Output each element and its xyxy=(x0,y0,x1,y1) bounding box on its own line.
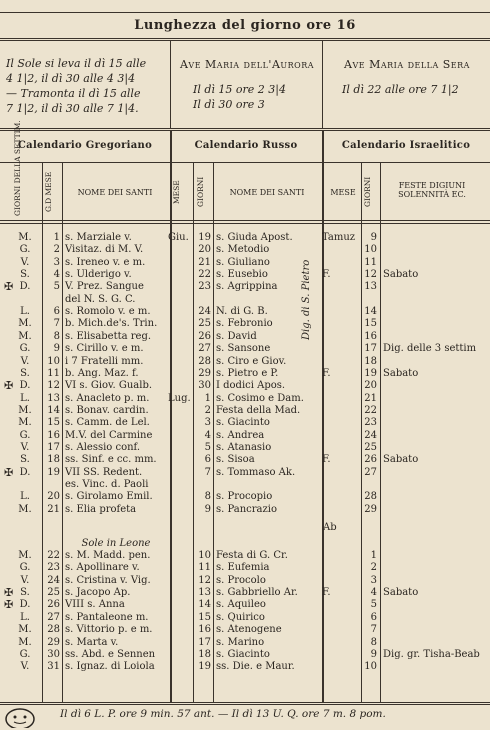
day: 29 xyxy=(47,636,60,648)
day: 11 xyxy=(47,367,60,379)
table-row xyxy=(0,637,490,649)
weekday: D. xyxy=(19,380,31,392)
russian-saint: s. Cosimo e Dam. xyxy=(216,392,304,404)
table-row xyxy=(0,442,490,454)
weekday: M. xyxy=(18,232,32,243)
weekday: L. xyxy=(20,491,30,503)
day: 2 xyxy=(53,244,60,256)
saint: s. Girolamo Emil. xyxy=(65,491,153,503)
jewish-day: 14 xyxy=(364,306,377,318)
russian-day: 19 xyxy=(198,661,211,673)
table-row xyxy=(0,368,490,380)
day: 30 xyxy=(47,648,60,660)
weekday: V. xyxy=(20,256,30,268)
sera-title: Ave Maria della Sera xyxy=(344,58,470,71)
jewish-day: 21 xyxy=(364,392,377,404)
table-row xyxy=(0,491,490,503)
jewish-mark: Tamuz xyxy=(322,232,356,243)
russian-saint: s. Pietro e P. xyxy=(216,367,279,379)
weekday: M. xyxy=(18,624,32,636)
calendario-israelitico: Calendario Israelitico xyxy=(341,140,471,151)
russian-day: 10 xyxy=(198,550,211,562)
table-row xyxy=(0,281,490,293)
saint: s. Camm. de Lel. xyxy=(65,417,150,429)
russian-saint: I dodici Apos. xyxy=(216,380,286,392)
day: 17 xyxy=(47,441,60,453)
day: 10 xyxy=(47,355,60,367)
jewish-mark: F. xyxy=(322,269,331,281)
saint: s. Elia profeta xyxy=(65,503,137,515)
jewish-day: 4 xyxy=(370,587,377,599)
table-row xyxy=(0,661,490,673)
table-row xyxy=(0,244,490,256)
russian-day: 14 xyxy=(198,599,211,611)
feast: Sabato xyxy=(383,367,419,379)
divider xyxy=(322,40,323,128)
table-row xyxy=(0,318,490,330)
calendario-russo: Calendario Russo xyxy=(194,140,298,151)
russian-saint: s. Sansone xyxy=(216,343,271,355)
jewish-day: 19 xyxy=(364,367,377,379)
weekday: M. xyxy=(18,318,32,330)
weekday: M. xyxy=(18,636,32,648)
saint: s. Apollinare v. xyxy=(65,562,140,574)
russian-month: Lug. xyxy=(168,392,191,404)
weekday: G. xyxy=(19,343,31,355)
russian-day: 11 xyxy=(198,562,211,574)
day: 1 xyxy=(53,232,60,243)
table-row xyxy=(0,232,490,244)
table-row xyxy=(0,356,490,368)
weekday: V. xyxy=(20,441,30,453)
feast: Sabato xyxy=(383,269,419,281)
jewish-day: 17 xyxy=(364,343,377,355)
day: 16 xyxy=(47,429,60,441)
saint: del N. S. G. C. xyxy=(65,293,136,305)
russian-day: 1 xyxy=(204,392,211,404)
table-row xyxy=(0,587,490,599)
saint: s. Bonav. cardin. xyxy=(65,404,149,416)
table-row xyxy=(0,269,490,281)
russian-day: 18 xyxy=(198,648,211,660)
jewish-day: 3 xyxy=(370,574,377,586)
jewish-day: 23 xyxy=(364,417,377,429)
russian-saint: s. Giacinto xyxy=(216,648,270,660)
russian-saint: s. Marino xyxy=(216,636,265,648)
saint: ss. Abd. e Sennen xyxy=(65,648,156,660)
day: 6 xyxy=(53,306,60,318)
russian-saint: s. Quirico xyxy=(216,611,265,623)
sole-in-leone: Sole in Leone xyxy=(81,538,151,549)
day: 23 xyxy=(47,562,60,574)
table-row xyxy=(0,624,490,636)
jewish-day: 13 xyxy=(364,281,377,293)
russian-saint: s. Sisoa xyxy=(216,454,255,466)
saint: s. Ulderigo v. xyxy=(65,269,132,281)
jewish-mark: F. xyxy=(322,587,331,599)
day: 20 xyxy=(47,491,60,503)
feast: Sabato xyxy=(383,587,419,599)
footer-text: Il dì 6 L. P. ore 9 min. 57 ant. — Il dì 13 U. Q. ore 7 m. 8 pom. xyxy=(60,708,386,720)
day: 27 xyxy=(47,611,60,623)
day: 7 xyxy=(53,318,60,330)
saint: s. Cristina v. Vig. xyxy=(65,574,151,586)
cross-icon: ✠ xyxy=(4,586,14,600)
weekday: V. xyxy=(20,661,30,673)
day: 14 xyxy=(47,404,60,416)
russian-day: 25 xyxy=(198,318,211,330)
russian-saint: s. Procopio xyxy=(216,491,273,503)
day: 13 xyxy=(47,392,60,404)
jewish-day: 2 xyxy=(370,562,377,574)
weekday: S. xyxy=(20,454,30,466)
jewish-day: 22 xyxy=(364,404,377,416)
saint: s. Romolo v. e m. xyxy=(65,306,151,318)
table-row xyxy=(0,294,490,306)
saint: s. Cirillo v. e m. xyxy=(65,343,144,355)
weekday: D. xyxy=(19,466,31,478)
saint: s. Elisabetta reg. xyxy=(65,330,152,342)
russian-saint: s. Giacinto xyxy=(216,417,270,429)
saint: s. Ignaz. di Loiola xyxy=(65,661,155,673)
jewish-day: 27 xyxy=(364,466,377,478)
jewish-day: 25 xyxy=(364,441,377,453)
weekday: S. xyxy=(20,269,30,281)
russian-day: 20 xyxy=(198,244,211,256)
saint: VI s. Giov. Gualb. xyxy=(65,380,153,392)
table-row xyxy=(0,380,490,392)
russian-saint: s. Eufemia xyxy=(216,562,270,574)
weekday: S. xyxy=(20,367,30,379)
jewish-day: 12 xyxy=(364,269,377,281)
weekday: D. xyxy=(19,281,31,293)
saint: s. Ireneo v. e m. xyxy=(65,256,146,268)
day: 21 xyxy=(47,503,60,515)
weekday: M. xyxy=(18,404,32,416)
ab-month-label: Ab xyxy=(323,522,337,533)
table-row xyxy=(0,405,490,417)
russian-saint: s. Atenogene xyxy=(216,624,282,636)
sunrise-text: Il Sole si leva il dì 15 alle 4 1|2, il dì 30 alle 4 3|4 — Tramonta il dì 15 alle 7 1|2, il dì 30 alle 7 1|4. xyxy=(6,57,147,115)
col-nome-santi-russo: NOME DEI SANTI xyxy=(229,188,305,197)
russian-day: 26 xyxy=(198,330,211,342)
saint: VII SS. Redent. xyxy=(65,466,143,478)
russian-saint: s. Eusebio xyxy=(216,269,268,281)
jewish-day: 1 xyxy=(370,550,377,562)
rule xyxy=(0,220,490,221)
jewish-day: 7 xyxy=(370,624,377,636)
cross-icon: ✠ xyxy=(4,280,14,294)
russian-day: 2 xyxy=(204,404,211,416)
jewish-day: 11 xyxy=(364,256,377,268)
weekday: G. xyxy=(19,244,31,256)
day: 31 xyxy=(47,661,60,673)
saint: s. Vittorio p. e m. xyxy=(65,624,153,636)
feast: Sabato xyxy=(383,454,419,466)
col-nome-santi: NOME DEI SANTI xyxy=(77,188,153,197)
saint: s. Marziale v. xyxy=(65,232,132,243)
russian-saint: s. Pancrazio xyxy=(216,503,278,515)
jewish-day: 5 xyxy=(370,599,377,611)
weekday: M. xyxy=(18,503,32,515)
table-row xyxy=(0,331,490,343)
weekday: V. xyxy=(20,574,30,586)
russian-saint: Festa della Mad. xyxy=(216,404,301,416)
jewish-day: 9 xyxy=(370,232,377,243)
moon-face-icon xyxy=(4,706,36,728)
jewish-day: 24 xyxy=(364,429,377,441)
russian-saint: ss. Die. e Maur. xyxy=(216,661,295,673)
table-row xyxy=(0,562,490,574)
jewish-day: 15 xyxy=(364,318,377,330)
jewish-day: 20 xyxy=(364,380,377,392)
table-row xyxy=(0,430,490,442)
table-row xyxy=(0,550,490,562)
russian-saint: s. Atanasio xyxy=(216,441,272,453)
day: 8 xyxy=(53,330,60,342)
table-row xyxy=(0,649,490,661)
weekday: L. xyxy=(20,306,30,318)
day: 24 xyxy=(47,574,60,586)
saint: b. Ang. Maz. f. xyxy=(65,367,139,379)
day: 18 xyxy=(47,454,60,466)
rule xyxy=(0,223,490,224)
jewish-day: 16 xyxy=(364,330,377,342)
day: 12 xyxy=(47,380,60,392)
calendario-gregoriano: Calendario Gregoriano xyxy=(17,140,153,151)
rule xyxy=(0,40,490,41)
weekday: G. xyxy=(19,562,31,574)
day: 15 xyxy=(47,417,60,429)
russian-day: 30 xyxy=(198,380,211,392)
col-giorni-settim: GIORNI DELLA SETTIM. xyxy=(13,120,22,216)
russian-day: 13 xyxy=(198,587,211,599)
russian-saint: s. Tommaso Ak. xyxy=(216,466,296,478)
col-giorni-russo: GIORNI xyxy=(196,176,205,208)
russian-saint: s. Ciro e Giov. xyxy=(216,355,287,367)
saint: s. Anacleto p. m. xyxy=(65,392,150,404)
rule xyxy=(0,38,490,39)
russian-saint: s. Febronio xyxy=(216,318,273,330)
jewish-mark: F. xyxy=(322,454,331,466)
jewish-day: 9 xyxy=(370,648,377,660)
page-title: Lunghezza del giorno ore 16 xyxy=(134,18,356,33)
russian-day: 5 xyxy=(204,441,211,453)
cross-icon: ✠ xyxy=(4,379,14,393)
aurora-text: Il dì 15 ore 2 3|4 Il dì 30 ore 3 xyxy=(193,83,286,111)
weekday: M. xyxy=(18,417,32,429)
russian-saint: N. di G. B. xyxy=(216,306,268,318)
russian-day: 27 xyxy=(198,343,211,355)
day: 25 xyxy=(47,587,60,599)
weekday: L. xyxy=(20,392,30,404)
day: 5 xyxy=(53,281,60,293)
table-row xyxy=(0,575,490,587)
weekday: V. xyxy=(20,355,30,367)
saint: s. Pantaleone m. xyxy=(65,611,149,623)
weekday: S. xyxy=(20,587,30,599)
weekday: D. xyxy=(19,599,31,611)
russian-day: 3 xyxy=(204,417,211,429)
col-giorni-isr: GIORNI xyxy=(363,176,372,208)
saint: s. Alessio conf. xyxy=(65,441,141,453)
weekday: M. xyxy=(18,330,32,342)
weekday: G. xyxy=(19,648,31,660)
russian-day: 24 xyxy=(198,306,211,318)
russian-saint: s. Andrea xyxy=(216,429,265,441)
russian-saint: s. Metodio xyxy=(216,244,270,256)
weekday: M. xyxy=(18,550,32,562)
russian-day: 7 xyxy=(204,466,211,478)
rule xyxy=(0,12,490,13)
jewish-day: 6 xyxy=(370,611,377,623)
jewish-mark: F. xyxy=(322,367,331,379)
table-row xyxy=(0,306,490,318)
feast: Dig. delle 3 settim xyxy=(383,343,477,355)
russian-month: Giu. xyxy=(168,232,189,243)
jewish-day: 18 xyxy=(364,355,377,367)
table-row xyxy=(0,504,490,516)
table-row xyxy=(0,343,490,355)
jewish-day: 29 xyxy=(364,503,377,515)
saint: VIII s. Anna xyxy=(65,599,125,611)
russian-saint: s. David xyxy=(216,330,257,342)
saint: s. Jacopo Ap. xyxy=(65,587,131,599)
russian-day: 16 xyxy=(198,624,211,636)
rule xyxy=(0,128,490,129)
day: 4 xyxy=(53,269,60,281)
russian-day: 21 xyxy=(198,256,211,268)
russian-day: 22 xyxy=(198,269,211,281)
weekday: G. xyxy=(19,429,31,441)
russian-day: 6 xyxy=(204,454,211,466)
russian-day: 17 xyxy=(198,636,211,648)
russian-saint: s. Agrippina xyxy=(216,281,278,293)
divider xyxy=(170,40,171,128)
jewish-day: 8 xyxy=(370,636,377,648)
saint: M.V. del Carmine xyxy=(65,429,153,441)
day: 22 xyxy=(47,550,60,562)
day: 28 xyxy=(47,624,60,636)
russian-day: 29 xyxy=(198,367,211,379)
russian-day: 15 xyxy=(198,611,211,623)
russian-saint: s. Giuda Apost. xyxy=(216,232,293,243)
col-mese-isr: MESE xyxy=(330,188,356,197)
table-row xyxy=(0,393,490,405)
saint: s. Marta v. xyxy=(65,636,119,648)
weekday: L. xyxy=(20,611,30,623)
russian-day: 19 xyxy=(198,232,211,243)
table-row xyxy=(0,467,490,479)
table-row xyxy=(0,612,490,624)
russian-saint: Festa di G. Cr. xyxy=(216,550,288,562)
col-mese-russo: MESE xyxy=(172,180,181,204)
col-feste: FESTE DIGIUNI SOLENNITÀ EC. xyxy=(398,181,466,199)
sera-text: Il dì 22 alle ore 7 1|2 xyxy=(342,83,459,96)
russian-day: 4 xyxy=(204,429,211,441)
day: 19 xyxy=(47,466,60,478)
jewish-day: 28 xyxy=(364,491,377,503)
russian-day: 28 xyxy=(198,355,211,367)
day: 9 xyxy=(53,343,60,355)
jewish-day: 26 xyxy=(364,454,377,466)
russian-saint: s. Gabbriello Ar. xyxy=(216,587,298,599)
dig-s-pietro-label: Dig. di S. Pietro xyxy=(301,259,312,341)
moon-phase-footer xyxy=(0,702,490,730)
col-gd-mese: G.D MESE xyxy=(44,171,53,213)
day: 26 xyxy=(47,599,60,611)
russian-saint: s. Giuliano xyxy=(216,256,270,268)
saint: ss. Sinf. e cc. mm. xyxy=(65,454,157,466)
table-row xyxy=(0,257,490,269)
feast: Dig. gr. Tisha-Beab xyxy=(383,648,480,660)
table-row xyxy=(0,479,490,491)
rule xyxy=(0,130,490,131)
russian-day: 23 xyxy=(198,281,211,293)
saint: V. Prez. Sangue xyxy=(65,281,144,293)
rule xyxy=(0,162,490,163)
cross-icon: ✠ xyxy=(4,465,14,479)
saint: Visitaz. di M. V. xyxy=(65,244,144,256)
table-row xyxy=(0,417,490,429)
jewish-day: 10 xyxy=(364,244,377,256)
saint: i 7 Fratelli mm. xyxy=(65,355,144,367)
day: 3 xyxy=(53,256,60,268)
table-row xyxy=(0,454,490,466)
russian-saint: s. Aquileo xyxy=(216,599,266,611)
saint: b. Mich.de's. Trin. xyxy=(65,318,158,330)
saint: es. Vinc. d. Paoli xyxy=(65,479,149,490)
cross-icon: ✠ xyxy=(4,598,14,612)
saint: s. M. Madd. pen. xyxy=(65,550,151,562)
russian-day: 9 xyxy=(204,503,211,515)
russian-saint: s. Procolo xyxy=(216,574,266,586)
jewish-day: 10 xyxy=(364,661,377,673)
russian-day: 12 xyxy=(198,574,211,586)
table-row xyxy=(0,599,490,611)
russian-day: 8 xyxy=(204,491,211,503)
aurora-title: Ave Maria dell'Aurora xyxy=(179,58,315,71)
